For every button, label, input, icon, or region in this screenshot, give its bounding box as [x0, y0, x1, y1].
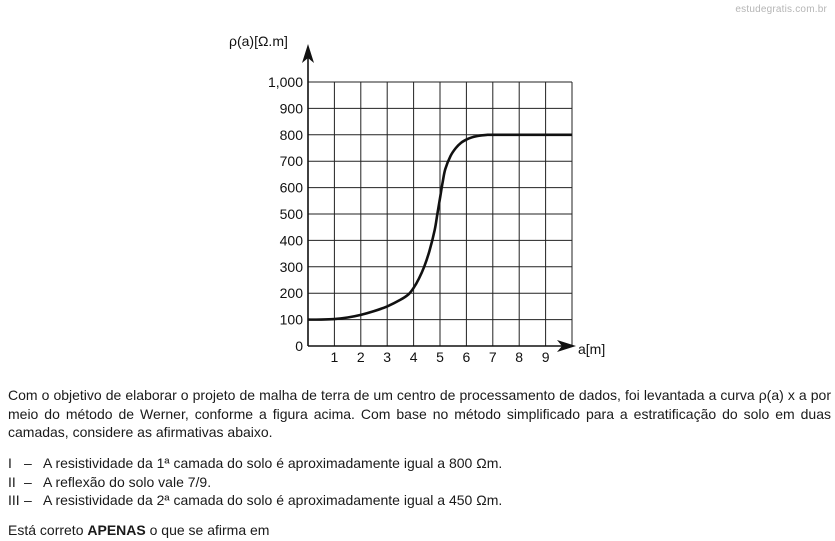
- y-tick-label: 500: [279, 206, 303, 222]
- x-tick-label: 1: [330, 349, 339, 365]
- x-tick-label: 8: [515, 349, 524, 365]
- x-tick-label: 6: [462, 349, 471, 365]
- x-tick-label: 9: [541, 349, 550, 365]
- statement-item: [8, 491, 502, 510]
- question-closing: [8, 522, 269, 538]
- y-tick-label: 600: [279, 179, 303, 196]
- chart-grid: [308, 82, 572, 346]
- statement-item: [8, 454, 502, 473]
- watermark: estudegratis.com.br: [735, 4, 827, 15]
- statement-number: III: [8, 492, 20, 508]
- statement-dash: –: [24, 473, 32, 490]
- y-tick-label: 300: [279, 258, 303, 275]
- y-tick-label: 900: [279, 100, 303, 117]
- x-tick-label: 4: [409, 349, 418, 365]
- rho-symbol: ρ(a): [758, 387, 784, 403]
- statement-text: A resistividade da 1ª camada do solo é aproximadamente igual a 800 Ωm.: [43, 455, 503, 471]
- y-tick-label: 100: [279, 311, 303, 328]
- y-axis-label: ρ(a)[Ω.m]: [229, 33, 288, 49]
- statement-number: I: [8, 455, 12, 471]
- statement-text: A resistividade da 2ª camada do solo é aproximadamente igual a 450 Ωm.: [43, 492, 503, 508]
- statement-item: [8, 473, 502, 492]
- y-tick-label: 400: [279, 232, 303, 249]
- y-tick-label: 1,000: [267, 74, 303, 90]
- question-intro: [8, 386, 831, 442]
- closing-suffix: o que se afirma em: [145, 522, 270, 538]
- statement-list: [8, 454, 502, 510]
- statement-text: A reflexão do solo vale 7/9.: [43, 473, 212, 490]
- x-axis-label: a[m]: [578, 341, 606, 357]
- y-tick-label: 700: [279, 153, 303, 170]
- statement-number: II: [8, 473, 16, 490]
- closing-bold: APENAS: [87, 522, 146, 538]
- x-tick-label: 7: [488, 349, 497, 365]
- statement-dash: –: [24, 455, 32, 471]
- intro-text-2: x a por meio do método de Werner, conforme a figura acima. Com base no método simplificado para a estratificação do solo em duas camadas, considere as afirmativas abaixo.: [8, 387, 831, 440]
- intro-text-1: Com o objetivo de elaborar o projeto de malha de terra de um centro de processamento de dados, foi levantada a curva: [8, 387, 759, 403]
- statement-dash: –: [24, 492, 32, 508]
- x-tick-label: 5: [436, 349, 444, 365]
- y-tick-label: 800: [279, 126, 303, 143]
- x-tick-label: 2: [356, 349, 365, 365]
- chart-ticks: [268, 74, 550, 365]
- y-tick-label: 0: [295, 338, 303, 354]
- y-tick-label: 200: [279, 285, 303, 302]
- closing-prefix: Está correto: [8, 522, 88, 538]
- x-tick-label: 3: [383, 349, 392, 365]
